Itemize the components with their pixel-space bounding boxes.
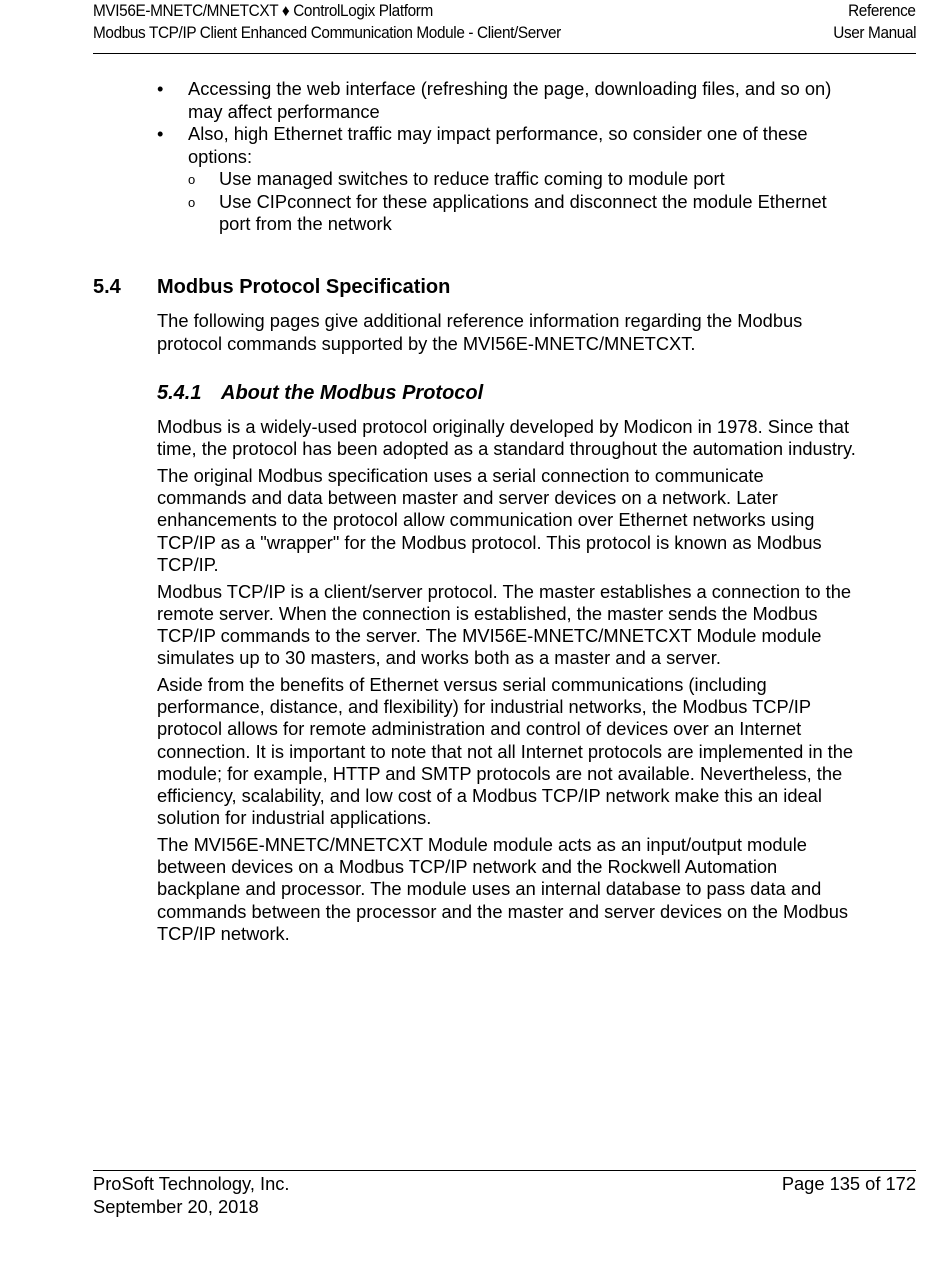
paragraph: The MVI56E-MNETC/MNETCXT Module module acts as an input/output module between devices on a Modbus TCP/IP network and the Rockwell Automation backplane and processor. The module uses an internal database to pass data and commands between the processor and the master and server devices on the Modbus TCP/IP network. [157, 834, 849, 944]
header-doc-type: User Manual [833, 24, 916, 42]
bullet-icon: • [157, 123, 164, 144]
sub-list-item [157, 168, 857, 191]
section-title: Modbus Protocol Specification [157, 276, 451, 298]
page-header [93, 0, 916, 54]
footer-date: September 20, 2018 [93, 1196, 259, 1217]
header-module-description: Modbus TCP/IP Client Enhanced Communication Module - Client/Server [93, 24, 561, 42]
subsection-body [157, 416, 857, 950]
bullet-text: Also, high Ethernet traffic may impact performance, so consider one of these options: [188, 123, 808, 167]
header-product-line: MVI56E-MNETC/MNETCXT ♦ ControlLogix Platform [93, 2, 433, 20]
sub-bullet-text: Use CIPconnect for these applications and disconnect the module Ethernet port from the network [219, 190, 827, 234]
paragraph: Modbus TCP/IP is a client/server protocol. The master establishes a connection to the remote server. When the connection is established, the master sends the Modbus TCP/IP commands to the server. The MVI56E-MNETC/MNETCXT Module module simulates up to 30 masters, and works both as a master and a server. [157, 580, 852, 669]
sub-list-item [157, 191, 857, 236]
subsection-heading [157, 381, 483, 405]
bullet-text: Accessing the web interface (refreshing the page, downloading files, and so on) may affect performance [188, 78, 832, 122]
circle-bullet-icon: o [188, 172, 196, 187]
bullet-list [157, 78, 857, 236]
footer-company: ProSoft Technology, Inc. [93, 1173, 290, 1194]
footer-page-number: Page 135 of 172 [781, 1173, 916, 1194]
section-number: 5.4 [93, 276, 121, 298]
circle-bullet-icon: o [188, 194, 196, 210]
list-item [157, 78, 857, 123]
paragraph: Aside from the benefits of Ethernet versus serial communications (including performance, distance, and flexibility) for industrial networks, the Modbus TCP/IP protocol allows for remote administration and control of devices over an Internet connection. It is important to note that not all Internet protocols are implemented in the module; for example, HTTP and SMTP protocols are not available. Nevertheless, the efficiency, scalability, and low cost of a Modbus TCP/IP network make this an ideal solution for industrial applications. [157, 674, 854, 829]
sub-bullet-text: Use managed switches to reduce traffic coming to module port [219, 168, 725, 189]
subsection-title: About the Modbus Protocol [221, 382, 484, 404]
subsection-number: 5.4.1 [157, 382, 202, 404]
page-footer [93, 1170, 916, 1221]
header-section: Reference [848, 2, 916, 20]
bullet-icon: • [157, 78, 164, 99]
list-item [157, 123, 857, 168]
paragraph: The original Modbus specification uses a serial connection to communicate commands and data between master and server devices on a network. Later enhancements to the protocol allow communication over Ethernet networks using TCP/IP as a "wrapper" for the Modbus protocol. This protocol is known as Modbus TCP/IP. [157, 465, 822, 575]
section-intro: The following pages give additional reference information regarding the Modbus protocol commands supported by the MVI56E-MNETC/MNETCXT. [157, 310, 803, 354]
paragraph: Modbus is a widely-used protocol originally developed by Modicon in 1978. Since that time, the protocol has been adopted as a standard throughout the automation industry. [157, 416, 856, 460]
